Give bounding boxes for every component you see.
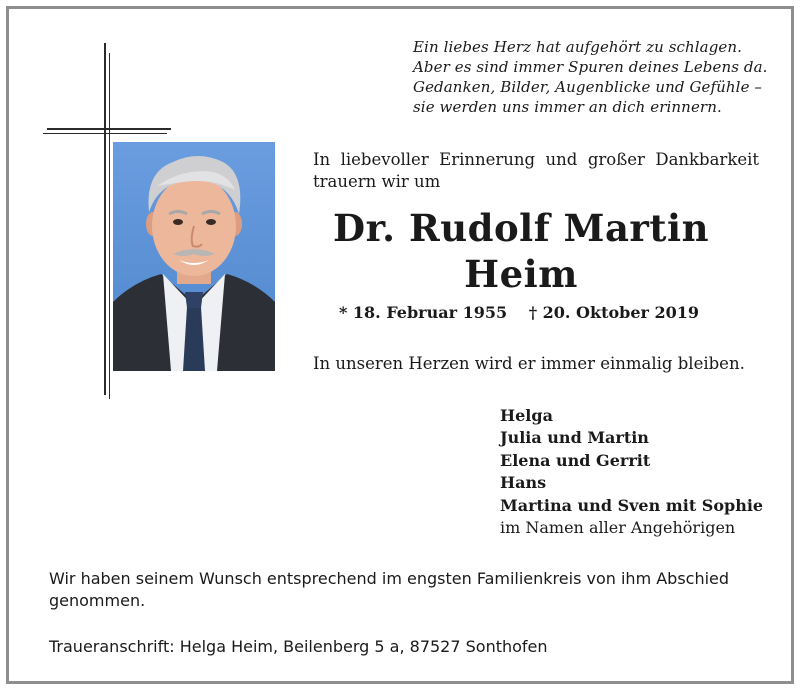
intro-text [313, 149, 759, 193]
mourning-address: Traueranschrift: Helga Heim, Beilenberg 5 a, 87527 Sonthofen [49, 637, 548, 656]
memory-text: In unseren Herzen wird er immer einmalig bleiben. [313, 354, 745, 373]
cross-horizontal-bar [47, 128, 171, 130]
death-date: † 20. Oktober 2019 [528, 303, 700, 322]
portrait-illustration [113, 142, 275, 371]
portrait-photo [113, 142, 275, 371]
poem-line: Gedanken, Bilder, Augenblicke und Gefühle – [413, 78, 763, 96]
mourner-name: Helga [500, 406, 553, 425]
life-dates [313, 303, 725, 322]
obituary-frame [6, 6, 794, 684]
poem-line: Aber es sind immer Spuren deines Lebens da. [413, 58, 768, 76]
mourners-list [500, 405, 790, 539]
intro-line: trauern wir um [313, 172, 441, 191]
mourner-name: Hans [500, 473, 547, 493]
cross-vertical-bar-shadow [109, 53, 110, 399]
mourner-name: Elena und Gerrit [500, 450, 651, 470]
name-line: Heim [464, 252, 578, 296]
deceased-name [309, 205, 733, 297]
cross-horizontal-bar-shadow [43, 133, 167, 134]
poem-line: Ein liebes Herz hat aufgehört zu schlagen. [413, 38, 743, 56]
mourners-closing: im Namen aller Angehörigen [500, 518, 736, 538]
poem [413, 37, 783, 117]
cross-vertical-bar [104, 43, 106, 395]
mourner-name: Martina und Sven mit Sophie [500, 495, 764, 515]
mourner-name: Julia und Martin [500, 428, 649, 448]
birth-date: * 18. Februar 1955 [338, 303, 508, 322]
name-line: Dr. Rudolf Martin [333, 206, 709, 250]
poem-line: sie werden uns immer an dich erinnern. [413, 98, 722, 116]
intro-line: In liebevoller Erinnerung und großer Dankbarkeit [313, 150, 759, 169]
funeral-notice: Wir haben seinem Wunsch entsprechend im engsten Familienkreis von ihm Abschied genommen. [49, 569, 730, 610]
